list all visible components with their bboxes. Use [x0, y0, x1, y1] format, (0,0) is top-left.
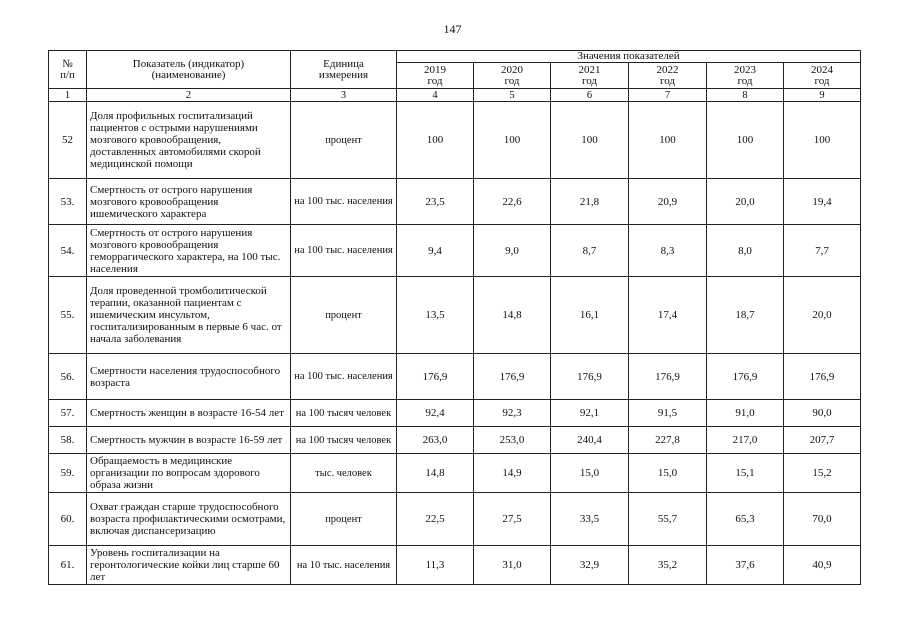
page-number: 147 [443, 22, 462, 36]
row-unit: на 100 тысяч человек [291, 427, 397, 454]
row-value: 91,5 [629, 400, 707, 427]
row-value: 176,9 [397, 354, 474, 400]
row-value: 22,6 [474, 179, 551, 225]
table-row [49, 179, 861, 225]
row-number: 56. [49, 354, 87, 400]
row-value: 35,2 [629, 546, 707, 585]
header-year [397, 63, 474, 89]
column-index-cell: 5 [474, 89, 551, 102]
row-value: 217,0 [707, 427, 784, 454]
row-value: 27,5 [474, 493, 551, 546]
column-index-row [49, 89, 861, 102]
row-value: 8,7 [551, 225, 629, 277]
row-indicator: Смертности населения трудоспособного возраста [87, 354, 291, 400]
row-value: 15,1 [707, 454, 784, 493]
row-value: 18,7 [707, 277, 784, 354]
row-value: 40,9 [784, 546, 861, 585]
row-value: 32,9 [551, 546, 629, 585]
row-value: 14,8 [397, 454, 474, 493]
row-value: 100 [551, 102, 629, 179]
row-value: 91,0 [707, 400, 784, 427]
table-row [49, 546, 861, 585]
row-value: 19,4 [784, 179, 861, 225]
row-value: 55,7 [629, 493, 707, 546]
row-value: 20,9 [629, 179, 707, 225]
row-indicator: Смертность от острого нарушения мозгового кровообращения геморрагического характера, на 100 тыс. населения [87, 225, 291, 277]
table-row [49, 427, 861, 454]
row-value: 253,0 [474, 427, 551, 454]
row-value: 92,3 [474, 400, 551, 427]
row-value: 17,4 [629, 277, 707, 354]
column-index-cell: 9 [784, 89, 861, 102]
table-row [49, 277, 861, 354]
row-indicator: Доля проведенной тромболитической терапии, оказанной пациентам с ишемическим инсультом, госпитализированным в первые 6 час. от начала заболевания [87, 277, 291, 354]
row-value: 13,5 [397, 277, 474, 354]
row-value: 100 [707, 102, 784, 179]
row-value: 14,8 [474, 277, 551, 354]
row-value: 100 [397, 102, 474, 179]
column-index-cell: 6 [551, 89, 629, 102]
row-indicator: Обращаемость в медицинские организации по вопросам здорового образа жизни [87, 454, 291, 493]
header-unit-label: Единица измерения [318, 57, 369, 81]
header-year [474, 63, 551, 89]
row-value: 11,3 [397, 546, 474, 585]
header-indicator-label: Показатель (индикатор) (наименование) [132, 57, 245, 81]
row-value: 100 [474, 102, 551, 179]
row-unit: на 100 тыс. населения [291, 354, 397, 400]
row-value: 100 [629, 102, 707, 179]
row-indicator: Охват граждан старше трудоспособного возраста профилактическими осмотрами, включая диспансеризацию [87, 493, 291, 546]
row-number: 53. [49, 179, 87, 225]
row-unit: на 100 тыс. населения [291, 179, 397, 225]
row-value: 21,8 [551, 179, 629, 225]
row-number: 61. [49, 546, 87, 585]
table-row [49, 225, 861, 277]
row-value: 20,0 [707, 179, 784, 225]
table-body [49, 102, 861, 585]
header-year [707, 63, 784, 89]
row-value: 263,0 [397, 427, 474, 454]
column-index-cell: 2 [87, 89, 291, 102]
row-value: 176,9 [707, 354, 784, 400]
row-number: 52 [49, 102, 87, 179]
header-year-label: 2022 год [656, 63, 679, 87]
column-index-cell: 8 [707, 89, 784, 102]
row-value: 176,9 [551, 354, 629, 400]
row-value: 9,0 [474, 225, 551, 277]
row-unit: на 100 тыс. населения [291, 225, 397, 277]
row-value: 14,9 [474, 454, 551, 493]
row-value: 90,0 [784, 400, 861, 427]
header-indicator [87, 51, 291, 89]
row-value: 92,1 [551, 400, 629, 427]
header-year-label: 2019 год [424, 63, 446, 87]
table-header [49, 51, 861, 102]
table-row [49, 400, 861, 427]
row-value: 176,9 [784, 354, 861, 400]
row-value: 227,8 [629, 427, 707, 454]
row-number: 60. [49, 493, 87, 546]
column-index-cell: 7 [629, 89, 707, 102]
row-value: 23,5 [397, 179, 474, 225]
row-value: 92,4 [397, 400, 474, 427]
row-value: 37,6 [707, 546, 784, 585]
row-indicator: Уровень госпитализации на геронтологические койки лиц старше 60 лет [87, 546, 291, 585]
row-indicator: Смертность мужчин в возрасте 16-59 лет [87, 427, 291, 454]
row-indicator: Смертность от острого нарушения мозгового кровообращения ишемического характера [87, 179, 291, 225]
row-unit: процент [291, 277, 397, 354]
row-value: 207,7 [784, 427, 861, 454]
column-index-cell: 4 [397, 89, 474, 102]
row-value: 31,0 [474, 546, 551, 585]
row-value: 240,4 [551, 427, 629, 454]
table-row [49, 102, 861, 179]
row-indicator: Смертность женщин в возрасте 16-54 лет [87, 400, 291, 427]
header-year-label: 2020 год [501, 63, 523, 87]
row-number: 54. [49, 225, 87, 277]
row-value: 15,2 [784, 454, 861, 493]
column-index-cell: 1 [49, 89, 87, 102]
table-row [49, 493, 861, 546]
row-unit: процент [291, 493, 397, 546]
header-year-label: 2021 год [578, 63, 601, 87]
row-value: 176,9 [474, 354, 551, 400]
row-value: 8,0 [707, 225, 784, 277]
column-index-cell: 3 [291, 89, 397, 102]
row-value: 15,0 [629, 454, 707, 493]
indicators-table [48, 50, 861, 585]
row-unit: на 10 тыс. населения [291, 546, 397, 585]
header-unit [291, 51, 397, 89]
row-number: 58. [49, 427, 87, 454]
row-value: 176,9 [629, 354, 707, 400]
row-value: 33,5 [551, 493, 629, 546]
row-value: 16,1 [551, 277, 629, 354]
row-number: 57. [49, 400, 87, 427]
row-value: 8,3 [629, 225, 707, 277]
table-row [49, 354, 861, 400]
header-values-group: Значения показателей [397, 51, 861, 63]
row-indicator: Доля профильных госпитализаций пациентов с острыми нарушениями мозгового кровообращения, доставленных автомобилями скорой медицинской помощи [87, 102, 291, 179]
row-value: 70,0 [784, 493, 861, 546]
row-unit: процент [291, 102, 397, 179]
header-year-label: 2024 год [811, 63, 834, 87]
row-value: 20,0 [784, 277, 861, 354]
row-unit: на 100 тысяч человек [291, 400, 397, 427]
row-value: 9,4 [397, 225, 474, 277]
row-value: 100 [784, 102, 861, 179]
table-row [49, 454, 861, 493]
header-year [784, 63, 861, 89]
row-value: 7,7 [784, 225, 861, 277]
row-number: 55. [49, 277, 87, 354]
row-unit: тыс. человек [291, 454, 397, 493]
row-value: 22,5 [397, 493, 474, 546]
row-number: 59. [49, 454, 87, 493]
header-year [629, 63, 707, 89]
header-year-label: 2023 год [734, 63, 756, 87]
row-value: 15,0 [551, 454, 629, 493]
header-num [49, 51, 87, 89]
row-value: 65,3 [707, 493, 784, 546]
header-num-label: № п/п [60, 57, 75, 81]
header-year [551, 63, 629, 89]
